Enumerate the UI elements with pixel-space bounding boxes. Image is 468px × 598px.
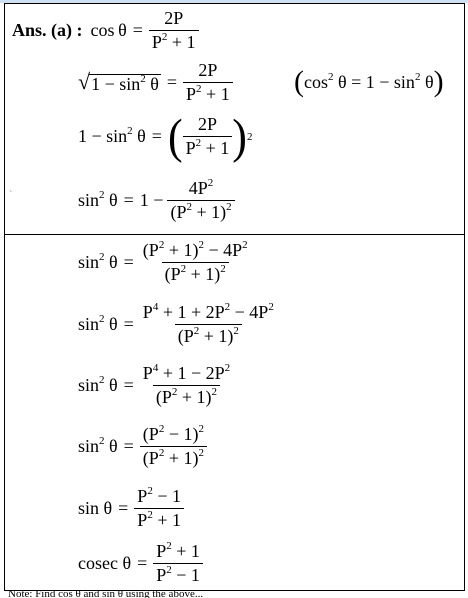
fraction: $\frac{(P^2 + 1)^2 - 4P^2}{(P^2 + 1)^2}$: [142, 239, 248, 284]
fraction: $\frac{P^2 - 1}{P^2 + 1}$: [134, 486, 184, 531]
fraction: $\frac{2P}{P^2 + 1}$: [183, 114, 233, 159]
fraction: $\frac{4P^2}{(P^2 + 1)^2}$: [167, 178, 234, 223]
step-4: $\sin^2 \theta$ = 1 − $\frac{4P^2}{(P^2 + 1)^2}$: [78, 178, 235, 223]
fraction: $\frac{P^4 + 1 - 2P^2}{(P^2 + 1)^2}$: [142, 362, 231, 407]
step-3: $1 - \sin^2 \theta$ = ( $\frac{2P}{P^2 + 1}$ ) 2: [78, 109, 253, 163]
fraction: $\frac{2P}{P^2 + 1}$: [183, 60, 233, 105]
square-root: √ $1 - \sin^2 \theta$: [78, 68, 159, 94]
table-row-divider: [4, 234, 465, 235]
answer-label: Ans. (a) :: [12, 20, 83, 40]
step-5: $\sin^2 \theta$ = $\frac{(P^2 + 1)^2 - 4P^2}{(P^2 + 1)^2}$: [78, 240, 251, 285]
fraction: $\frac{2P}{P^2 + 1}$: [149, 8, 199, 53]
step-6: $\sin^2 \theta$ = $\frac{P^4 + 1 + 2P^2 - 4P^2}{(P^2 + 1)^2}$: [78, 302, 277, 347]
stray-mark: `: [9, 190, 13, 201]
identity-note: ( $\cos^2 \theta = 1 - \sin^2 \theta$ ): [294, 65, 444, 98]
fraction: $\frac{P^4 + 1 + 2P^2 - 4P^2}{(P^2 + 1)^2}$: [142, 301, 274, 346]
step-2: √ $1 - \sin^2 \theta$ = $\frac{2P}{P^2 + 1}$: [78, 60, 233, 105]
fraction: $\frac{(P^2 - 1)^2}{(P^2 + 1)^2}$: [140, 424, 207, 469]
fraction: $\frac{P^2 + 1}{P^2 - 1}$: [153, 541, 203, 586]
step-8: $\sin^2 \theta$ = $\frac{(P^2 - 1)^2}{(P^2 + 1)^2}$: [78, 424, 207, 469]
step-7: $\sin^2 \theta$ = $\frac{P^4 + 1 - 2P^2}{(P^2 + 1)^2}$: [78, 363, 233, 408]
step-10: cosec θ = $\frac{P^2 + 1}{P^2 - 1}$: [78, 541, 203, 586]
lhs-cos-theta: cos θ: [90, 20, 127, 40]
step-1: Ans. (a) : cos θ = $\frac{2P}{P^2 + 1}$: [12, 8, 199, 53]
cut-off-footer: Note: Find cos θ and sin θ using the above...: [8, 591, 204, 598]
step-9: sin θ = $\frac{P^2 - 1}{P^2 + 1}$: [78, 486, 184, 531]
